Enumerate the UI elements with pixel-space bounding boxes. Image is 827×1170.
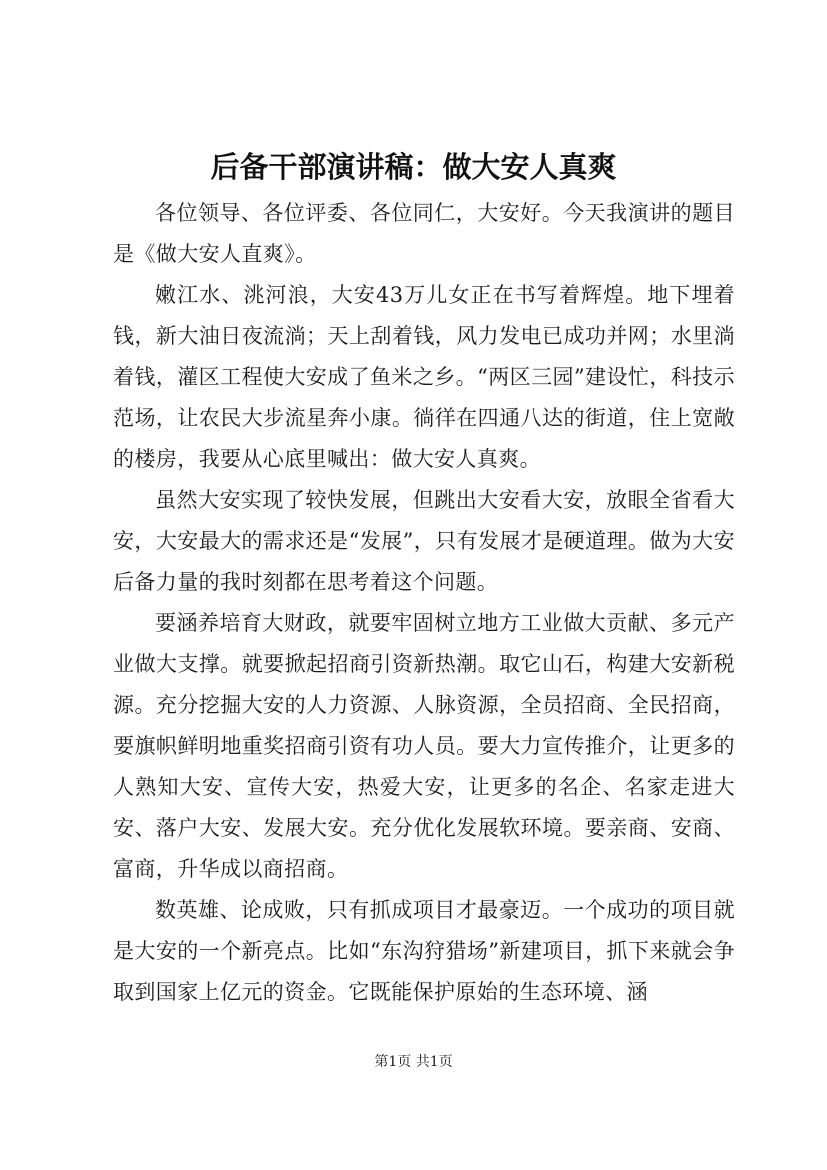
- paragraph-greeting: 各位领导、各位评委、各位同仁，大安好。今天我演讲的题目是《做大安人直爽》。: [113, 201, 735, 266]
- paragraph-development: 虽然大安实现了较快发展，但跳出大安看大安，放眼全省看大安，大安最大的需求还是“发展”，只有发展才是硬道理。做为大安后备力量的我时刻都在思考着这个问题。: [113, 488, 735, 594]
- document-body: [113, 193, 735, 1013]
- document-title: 后备干部演讲稿：做大安人真爽: [210, 150, 617, 184]
- paragraph-finance: 要涵养培育大财政，就要牢固树立地方工业做大贡献、多元产业做大支撑。就要掀起招商引资新热潮。取它山石，构建大安新税源。充分挖掘大安的人力资源、人脉资源，全员招商、全民招商，要旗帜鲜明地重奖招商引资有功人员。要大力宣传推介，让更多的人熟知大安、宣传大安，热爱大安，让更多的名企、名家走进大安、落户大安、发展大安。充分优化发展软环境。要亲商、安商、富商，升华成以商招商。: [113, 611, 735, 881]
- paragraph-achievements: 嫩江水、洮河浪，大安43万儿女正在书写着辉煌。地下埋着钱，新大油日夜流淌；天上刮着钱，风力发电已成功并网；水里淌着钱，灌区工程使大安成了鱼米之乡。“两区三园”建设忙，科技示范场，让农民大步流星奔小康。徜徉在四通八达的街道，住上宽敞的楼房，我要从心底里喊出：做大安人真爽。: [113, 283, 735, 471]
- page-footer: 第1页 共1页: [374, 1054, 453, 1070]
- paragraph-projects: 数英雄、论成败，只有抓成项目才最豪迈。一个成功的项目就是大安的一个新亮点。比如“东沟狩猎场”新建项目，抓下来就会争取到国家上亿元的资金。它既能保护原始的生态环境、涵: [113, 898, 735, 1004]
